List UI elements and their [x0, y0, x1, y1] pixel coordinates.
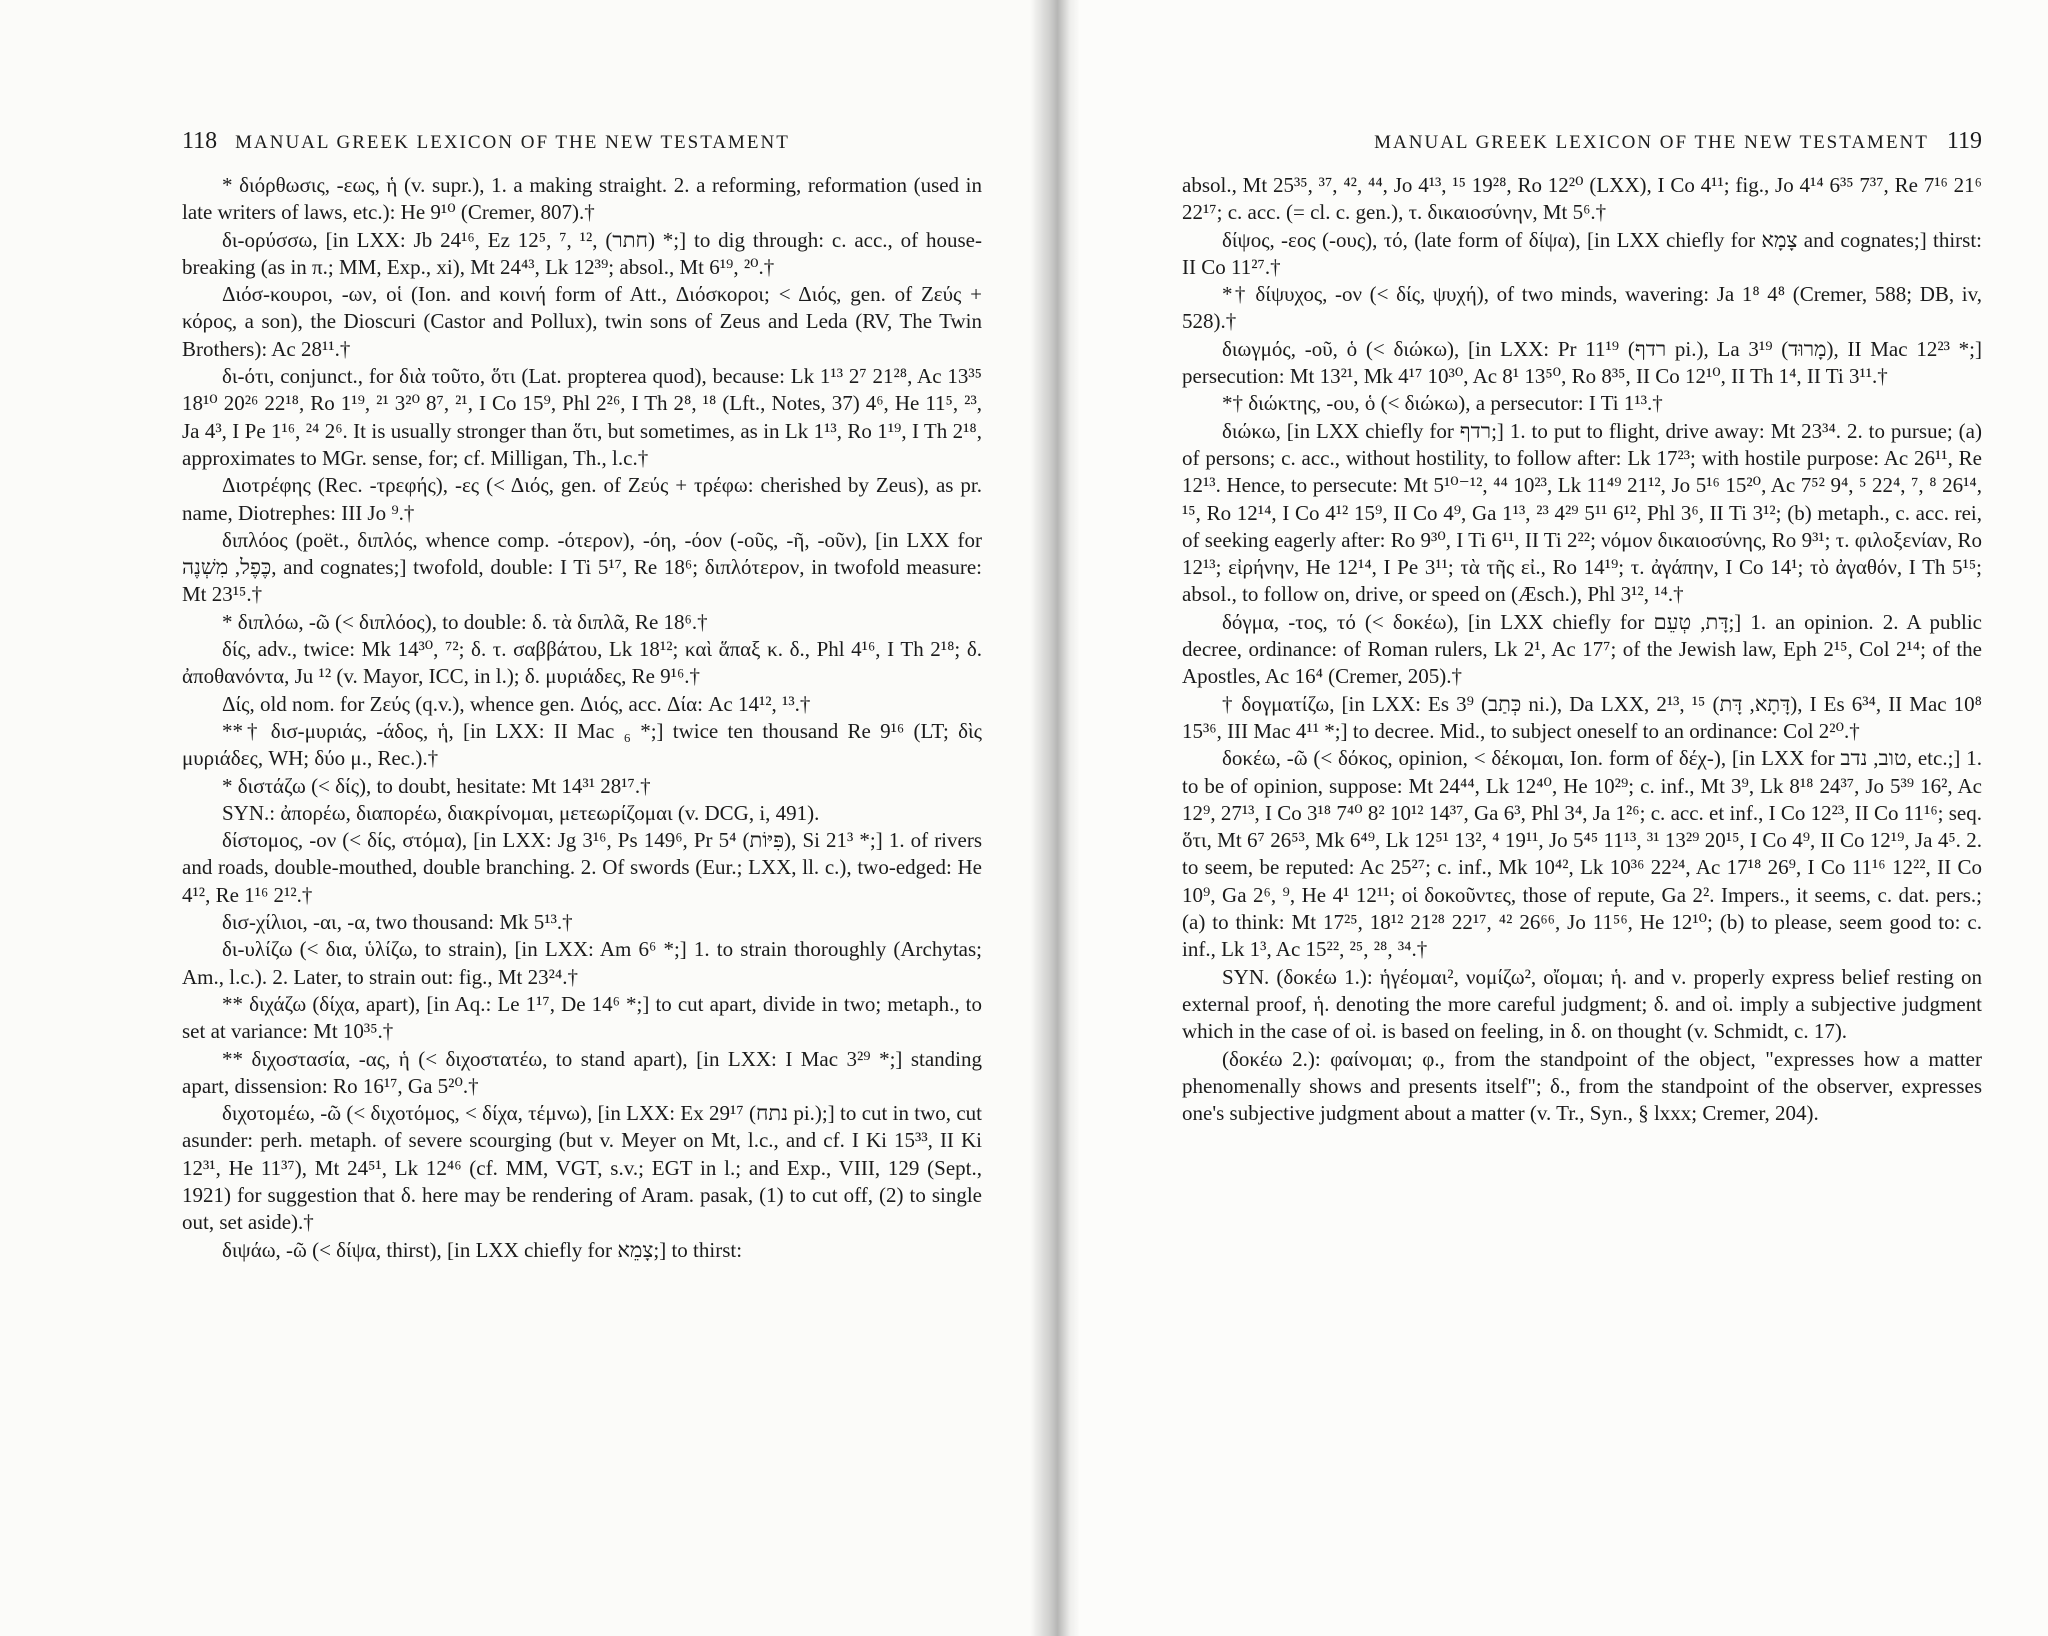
lexicon-entry-continued: absol., Mt 25³⁵, ³⁷, ⁴², ⁴⁴, Jo 4¹³, ¹⁵ 19²⁸, Ro 12²⁰ (LXX), I Co 4¹¹; fig., Jo 4¹⁴ 6³⁵ 7³⁷, Re 7¹⁶ 21⁶ 22¹⁷; c. acc. (= cl. c. gen.), τ. δικαιοσύνην, Mt 5⁶.† — [1182, 173, 1982, 225]
lexicon-entry: SYN.: ἀπορέω, διαπορέω, διακρίνομαι, μετεωρίζομαι (v. DCG, i, 491). — [222, 800, 820, 825]
lexicon-entry: * διστάζω (< δίς), to doubt, hesitate: Mt 14³¹ 28¹⁷.† — [222, 773, 651, 798]
lexicon-entry: δίστομος, -ον (< δίς, στόμα), [in LXX: Jg 3¹⁶, Ps 149⁶, Pr 5⁴ (פִּיּוֹת), Si 21³ *;] 1. of rivers and roads, double-mouthed, double branching. 2. Of swords (Eur.; LXX, ll. c.), two-edged: He 4¹², Re 1¹⁶ 2¹².† — [182, 828, 983, 907]
lexicon-entry: διπλόος (poët., διπλός, whence comp. -ότερον), -όη, -όον (-οῦς, -ῆ, -οῦν), [in LXX for כֶּפֶל, מִשְׁנֶה, and cognates;] twofold, double: I Ti 5¹⁷, Re 18⁶; διπλότερον, in twofold measure: Mt 23¹⁵.† — [182, 527, 982, 607]
lexicon-entry: ** διχάζω (δίχα, apart), [in Aq.: Le 1¹⁷, De 14⁶ *;] to cut apart, divide in two; metaph., to set at variance: Mt 10³⁵.† — [182, 991, 982, 1044]
right-page-number: 119 — [1946, 128, 1982, 154]
lexicon-entry: δίς, adv., twice: Mk 14³⁰, ⁷²; δ. τ. σαββάτου, Lk 18¹²; καὶ ἅπαξ κ. δ., Phl 4¹⁶, I Th 2¹⁸; δ. ἀποθανόντα, Ju ¹² (v. Mayor, ICC, in l.); δ. μυριάδες, Re 9¹⁶.† — [182, 637, 982, 689]
left-page-header — [182, 128, 982, 162]
lexicon-entry: διχοτομέω, -ῶ (< διχοτόμος, < δίχα, τέμνω), [in LXX: Ex 29¹⁷ (נתח pi.);] to cut in two, cut asunder: perh. metaph. of severe scourging (but v. Meyer on Mt, l.c., and cf. I Ki 15³³, II Ki 12³¹, He 11³⁷), Mt 24⁵¹, Lk 12⁴⁶ (cf. MM, VGT, s.v.; EGT in l.; and Exp., VIII, 129 (Sept., 1921) for suggestion that δ. here may be rendering of Aram. pasak, (1) to cut off, (2) to single out, set aside).† — [182, 1101, 982, 1235]
lexicon-entry: ** διχοστασία, -ας, ἡ (< διχοστατέω, to stand apart), [in LXX: I Mac 3²⁹ *;] standing apart, dissension: Ro 16¹⁷, Ga 5²⁰.† — [182, 1046, 982, 1098]
lexicon-entry: * διόρθωσις, -εως, ἡ (v. supr.), 1. a making straight. 2. a reforming, reformation (used in late writers of laws, etc.): He 9¹⁰ (Cremer, 807).† — [182, 173, 982, 225]
lexicon-entry: δίψος, -εος (-ους), τό, (late form of δίψα), [in LXX chiefly for צָמָא and cognates;] thirst: II Co 11²⁷.† — [1182, 227, 1982, 279]
lexicon-entry: δι-ορύσσω, [in LXX: Jb 24¹⁶, Ez 12⁵, ⁷, ¹², (חתר) *;] to dig through: c. acc., of house-breaking (as in π.; MM, Exp., xi), Mt 24⁴³, Lk 12³⁹; absol., Mt 6¹⁹, ²⁰.† — [182, 227, 982, 279]
lexicon-entry: Διοτρέφης (Rec. -τρεφής), -ες (< Διός, gen. of Ζεύς + τρέφω: cherished by Zeus), as pr. name, Diotrephes: III Jo ⁹.† — [182, 473, 982, 525]
right-running-title: MANUAL GREEK LEXICON OF THE NEW TESTAMENT — [1374, 132, 1929, 153]
right-page — [1052, 0, 2048, 1636]
lexicon-entry: *† διώκτης, -ου, ὁ (< διώκω), a persecutor: I Ti 1¹³.† — [1222, 391, 1663, 416]
lexicon-entry: Δίς, old nom. for Ζεύς (q.v.), whence gen. Διός, acc. Δία: Ac 14¹², ¹³.† — [222, 691, 811, 716]
lexicon-entry: διψάω, -ῶ (< δίψα, thirst), [in LXX chiefly for צָמֵא;] to thirst: — [222, 1237, 743, 1262]
lexicon-entry: δοκέω, -ῶ (< δόκος, opinion, < δέκομαι, Ion. form of δέχ-), [in LXX for טוב, נדב, etc.;] 1. to be of opinion, suppose: Mt 24⁴⁴, Lk 12⁴⁰, He 10²⁹; c. inf., Mt 3⁹, Lk 8¹⁸ 24³⁷, Jo 5³⁹ 16², Ac 12⁹, 27¹³, I Co 3¹⁸ 7⁴⁰ 8² 10¹² 14³⁷, Ga 6³, Phl 3⁴, Ja 1²⁶; c. acc. et inf., I Co 12²³, II Co 11¹⁶; seq. ὅτι, Mt 6⁷ 26⁵³, Mk 6⁴⁹, Lk 12⁵¹ 13², ⁴ 19¹¹, Jo 5⁴⁵ 11¹³, ³¹ 13²⁹ 20¹⁵, I Co 4⁹, II Co 12¹⁹, Ja 4⁵. 2. to seem, be reputed: Ac 25²⁷; c. inf., Mk 10⁴², Lk 10³⁶ 22²⁴, Ac 17¹⁸ 26⁹, I Co 11¹⁶ 12²², II Co 10⁹, Ga 2⁶, ⁹, He 4¹ 12¹¹; οἱ δοκοῦντες, those of repute, Ga 2². Impers., it seems, c. dat. pers.; (a) to think: Mt 17²⁵, 18¹² 21²⁸ 22¹⁷, ⁴² 26⁶⁶, Jo 11⁵⁶, He 12¹⁰; (b) to please, seem good to: c. inf., Lk 1³, Ac 15²², ²⁵, ²⁸, ³⁴.† — [1182, 746, 1982, 962]
left-column — [182, 172, 982, 1264]
lexicon-entry: Διόσ-κουροι, -ων, οἱ (Ion. and κοινή form of Att., Διόσκοροι; < Διός, gen. of Ζεύς + κόρος, a son), the Dioscuri (Castor and Pollux), twin sons of Zeus and Leda (RV, The Twin Brothers): Ac 28¹¹.† — [182, 282, 982, 361]
right-page-header — [1182, 128, 1982, 162]
lexicon-entry: δι-ότι, conjunct., for διὰ τοῦτο, ὅτι (Lat. propterea quod), because: Lk 1¹³ 2⁷ 21²⁸, Ac 13³⁵ 18¹⁰ 20²⁶ 22¹⁸, Ro 1¹⁹, ²¹ 3²⁰ 8⁷, ²¹, I Co 15⁹, Phl 2²⁶, I Th 2⁸, ¹⁸ (Lft., Notes, 37) 4⁶, He 11⁵, ²³, Ja 4³, I Pe 1¹⁶, ²⁴ 2⁶. It is usually stronger than ὅτι, but sometimes, as in Lk 1¹³, Ro 1¹⁹, I Th 2¹⁸, approximates to MGr. sense, for; cf. Milligan, Th., l.c.† — [182, 364, 982, 470]
lexicon-entry: SYN. (δοκέω 1.): ἡγέομαι², νομίζω², οἴομαι; ἡ. and ν. properly express belief resting on external proof, ἡ. denoting the more careful judgment; δ. and οἰ. imply a subjective judgment which in the case of οἰ. is based on feeling, in δ. on thought (v. Schmidt, c. 17). — [1182, 964, 1982, 1044]
right-column — [1182, 172, 1982, 1127]
lexicon-entry: δισ-χίλιοι, -αι, -α, two thousand: Mk 5¹³.† — [222, 910, 573, 935]
lexicon-entry: * διπλόω, -ῶ (< διπλόος), to double: δ. τὰ διπλᾶ, Re 18⁶.† — [222, 609, 708, 634]
lexicon-entry: δι-υλίζω (< δια, ὑλίζω, to strain), [in LXX: Am 6⁶ *;] 1. to strain thoroughly (Archytas; Am., l.c.). 2. Later, to strain out: fig., Mt 23²⁴.† — [182, 937, 982, 989]
left-running-title: MANUAL GREEK LEXICON OF THE NEW TESTAMENT — [235, 132, 790, 153]
lexicon-entry: † δογματίζω, [in LXX: Es 3⁹ (כְּתַב ni.), Da LXX, 2¹³, ¹⁵ (דָּתָא, דָּת), I Es 6³⁴, II Mac 10⁸ 15³⁶, III Mac 4¹¹ *;] to decree. Mid., to subject oneself to an ordinance: Col 2²⁰.† — [1182, 691, 1982, 743]
lexicon-entry: διωγμός, -οῦ, ὁ (< διώκω), [in LXX: Pr 11¹⁹ (רדף pi.), La 3¹⁹ (מָרוּד), II Mac 12²³ *;] persecution: Mt 13²¹, Mk 4¹⁷ 10³⁰, Ac 8¹ 13⁵⁰, Ro 8³⁵, II Co 12¹⁰, II Th 1⁴, II Ti 3¹¹.† — [1182, 336, 1982, 389]
lexicon-entry: **† δισ-μυριάς, -άδος, ἡ, [in LXX: II Mac ₆ *;] twice ten thousand Re 9¹⁶ (LT; δὶς μυριάδες, WH; δύο μ., Rec.).† — [182, 718, 982, 771]
book-gutter-shadow — [1030, 0, 1080, 1636]
left-page-number: 118 — [182, 128, 218, 154]
lexicon-entry: διώκω, [in LXX chiefly for רדף;] 1. to put to flight, drive away: Mt 23³⁴. 2. to pursue; (a) of persons; c. acc., without hostility, to follow after: Lk 17²³; with hostile purpose: Ac 26¹¹, Re 12¹³. Hence, to persecute: Mt 5¹⁰⁻¹², ⁴⁴ 10²³, Lk 11⁴⁹ 21¹², Jo 5¹⁶ 15²⁰, Ac 7⁵² 9⁴, ⁵ 22⁴, ⁷, ⁸ 26¹⁴, ¹⁵, Ro 12¹⁴, I Co 4¹² 15⁹, II Co 4⁹, Ga 1¹³, ²³ 4²⁹ 5¹¹ 6¹², Phl 3⁶, II Ti 3¹²; (b) metaph., c. acc. rei, of seeking eagerly after: Ro 9³⁰, I Ti 6¹¹, II Ti 2²²; νόμον δικαιοσύνης, Ro 9³¹; τ. φιλοξενίαν, Ro 12¹³; εἰρήνην, He 12¹⁴, I Pe 3¹¹; τὰ τῆς εἰ., Ro 14¹⁹; τ. ἀγάπην, I Co 14¹; τὸ ἀγαθόν, I Th 5¹⁵; absol., to follow on, drive, or speed on (Æsch.), Phl 3¹², ¹⁴.† — [1182, 418, 1982, 607]
lexicon-entry: δόγμα, -τος, τό (< δοκέω), [in LXX chiefly for דָּת, טְעֵם;] 1. an opinion. 2. A public decree, ordinance: of Roman rulers, Lk 2¹, Ac 17⁷; of the Jewish law, Eph 2¹⁵, Col 2¹⁴; of the Apostles, Ac 16⁴ (Cremer, 205).† — [1182, 609, 1982, 689]
lexicon-entry: *† δίψυχος, -ον (< δίς, ψυχή), of two minds, wavering: Ja 1⁸ 4⁸ (Cremer, 588; DB, iv, 528).† — [1182, 282, 1982, 334]
lexicon-entry: (δοκέω 2.): φαίνομαι; φ., from the standpoint of the object, "expresses how a matter phenomenally shows and presents itself"; δ., from the standpoint of the observer, expresses one's subjective judgment about a matter (v. Tr., Syn., § lxxx; Cremer, 204). — [1182, 1046, 1982, 1126]
